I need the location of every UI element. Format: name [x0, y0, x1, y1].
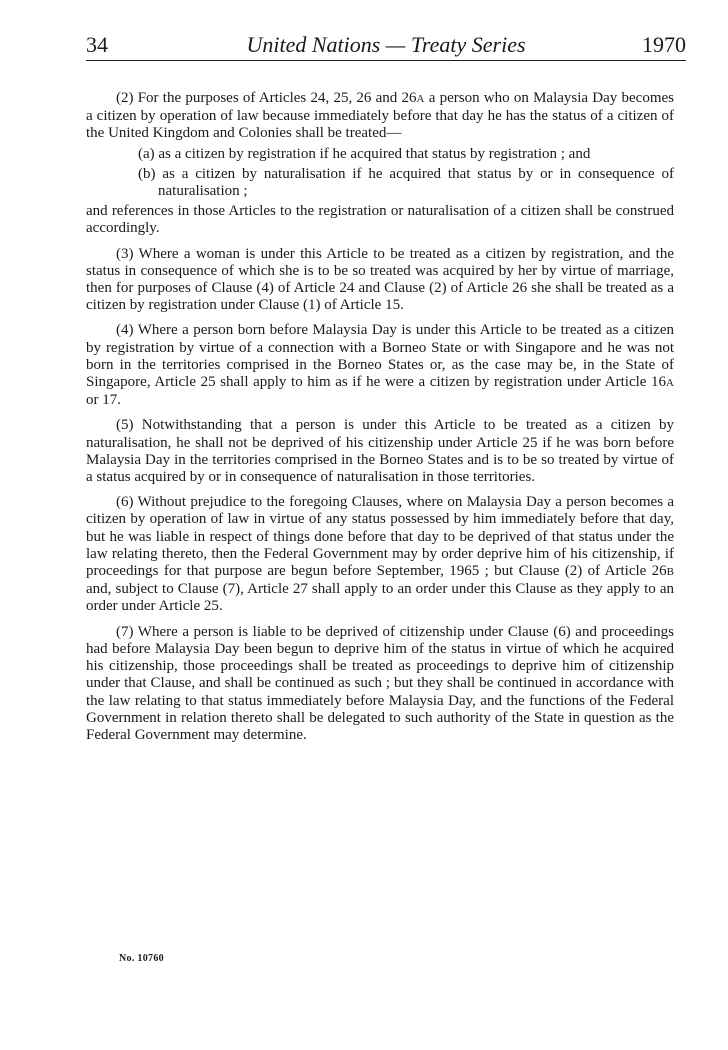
treaty-number: No. 10760 [119, 953, 164, 964]
article-suffix: B [666, 566, 674, 579]
clause-2-text: (2) For the purposes of Articles 24, 25, 26 and 26 [116, 90, 417, 106]
article-suffix: A [416, 93, 425, 105]
article-suffix: A [666, 377, 674, 390]
clause-5: (5) Notwithstanding that a person is under this Article to be treated as a citizen by naturalisation, he shall not be deprived of his citizenship under Article 25 if he was born before Malaysia Day in the territories comprised in the Borneo States and is to be so treated by virtue of a status acquired by or in consequence of naturalisation in those territories. [86, 417, 674, 486]
clause-3: (3) Where a woman is under this Article to be treated as a citizen by registration, and the status in consequence of which she is to be so treated was acquired by her by virtue of marriage, then for purposes of Clause (4) of Article 24 and Clause (2) of Article 26 she shall be treated as a citizen by registration under Clause (1) of Article 15. [86, 245, 674, 314]
clause-4 [86, 322, 674, 409]
clause-2-item-b: (b) as a citizen by naturalisation if he acquired that status by or in consequence of naturalisation ; [138, 165, 674, 200]
clause-4-text-cont: or 17. [86, 392, 121, 409]
running-header [86, 30, 686, 61]
clause-7: (7) Where a person is liable to be deprived of citizenship under Clause (6) and proceedings had before Malaysia Day been begun to deprive him of the status in virtue of which he acquired his citizenship, those proceedings shall be treated as proceedings to deprive him of citizenship under that Clause, and shall be continued as such ; but they shall be continued in accordance with the law relating to that status immediately before Malaysia Day, and the functions of the Federal Government in relation thereto shall be delegated to such authority of the State in question as the Federal Government may determine. [86, 623, 674, 743]
clause-2-text-cont: a person who on Malaysia Day becomes a citizen by operation of law because immediately before that day he has the status of a citizen of the United Kingdom and Colonies shall be treated— [86, 90, 674, 142]
document-body [86, 90, 674, 752]
clause-2 [86, 90, 674, 143]
clause-2-item-a: (a) as a citizen by registration if he acquired that status by registration ; and [138, 145, 591, 162]
clause-6-text-cont: and, subject to Clause (7), Article 27 shall apply to an order under this Clause as they apply to an order under Article 25. [86, 581, 674, 615]
clause-6 [86, 494, 674, 615]
clause-2-tail: and references in those Articles to the registration or naturalisation of a citizen shall be construed accordingly. [86, 203, 674, 237]
clause-6-text: (6) Without prejudice to the foregoing Clauses, where on Malaysia Day a person becomes a citizen by operation of law in virtue of any status possessed by him immediately before that day, but he was liable in respect of things done before that day to be deprived of that status under the law relating thereto, then the Federal Government may by order deprive him of his citizenship, if proceedings for that purpose are begun before September, 1965 ; but Clause (2) of Article 26 [86, 494, 674, 580]
clause-4-text: (4) Where a person born before Malaysia Day is under this Article to be treated as a citizen by registration by virtue of a connection with a Borneo State or with Singapore and he was not born in the territories comprised in the Borneo States or, as the case may be, in the State of Singapore, Article 25 shall apply to him as if he were a citizen by registration under Article 16 [86, 322, 674, 391]
series-title: United Nations — Treaty Series [246, 32, 526, 57]
page-number: 34 [86, 32, 108, 57]
header-year: 1970 [642, 32, 686, 57]
